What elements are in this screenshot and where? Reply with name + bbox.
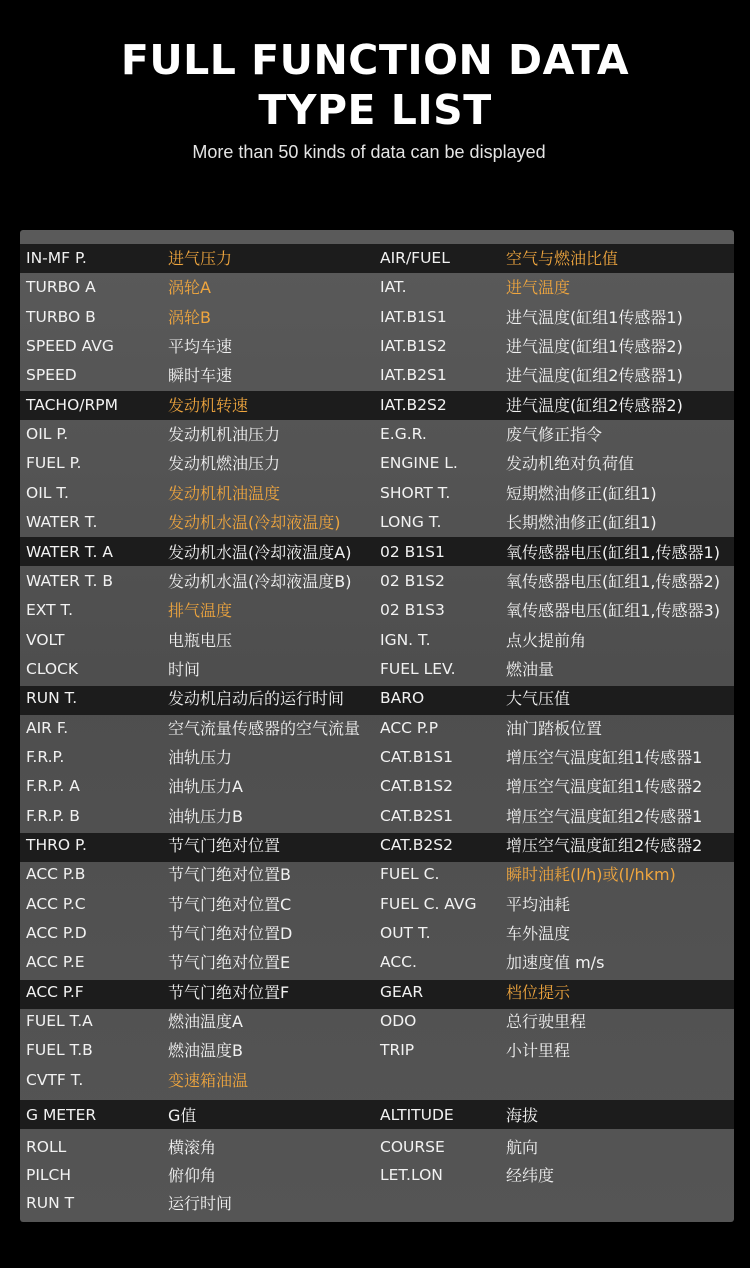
data-code: IAT.B1S2: [380, 337, 447, 355]
data-description: 燃油温度B: [168, 1041, 243, 1060]
data-description: 瞬时车速: [168, 366, 233, 385]
data-code: FUEL T.B: [26, 1041, 93, 1059]
data-description: 加速度值 m/s: [506, 953, 605, 972]
table-row: [20, 508, 734, 537]
data-description: 氧传感器电压(缸组1,传感器2): [506, 572, 720, 591]
data-description: 总行驶里程: [506, 1012, 587, 1031]
table-row: [20, 1036, 734, 1065]
data-description: G值: [168, 1106, 197, 1125]
data-description: 增压空气温度缸组2传感器2: [506, 836, 703, 855]
data-code: ACC P.C: [26, 895, 86, 913]
table-row: [20, 1066, 734, 1095]
data-description: 发动机水温(冷却液温度): [168, 513, 341, 532]
data-code: LET.LON: [380, 1166, 443, 1184]
table-row: [20, 273, 734, 302]
data-description: 涡轮B: [168, 308, 211, 327]
data-code: OUT T.: [380, 924, 431, 942]
data-code: OIL P.: [26, 425, 69, 443]
data-description: 氧传感器电压(缸组1,传感器1): [506, 543, 720, 562]
data-code: LONG T.: [380, 513, 442, 531]
data-code: TURBO A: [26, 278, 96, 296]
table-row: [20, 1101, 734, 1130]
data-code: CVTF T.: [26, 1071, 84, 1089]
data-code: SPEED: [26, 366, 77, 384]
data-code: GEAR: [380, 983, 424, 1001]
data-description: 废气修正指令: [506, 425, 603, 444]
data-description: 空气流量传感器的空气流量: [168, 719, 361, 738]
data-description: 进气温度: [506, 278, 571, 297]
data-code: FUEL T.A: [26, 1012, 93, 1030]
data-description: 进气温度(缸组2传感器2): [506, 396, 683, 415]
data-description: 空气与燃油比值: [506, 249, 619, 268]
table-row: [20, 919, 734, 948]
data-code: TURBO B: [26, 308, 96, 326]
data-description: 增压空气温度缸组2传感器1: [506, 807, 703, 826]
data-description: 瞬时油耗(l/h)或(l/hkm): [506, 865, 676, 884]
data-description: 发动机燃油压力: [168, 454, 281, 473]
data-code: ACC.: [380, 953, 417, 971]
data-description: 发动机启动后的运行时间: [168, 689, 345, 708]
data-description: 发动机机油压力: [168, 425, 281, 444]
data-description: 平均车速: [168, 337, 233, 356]
table-row: [20, 1007, 734, 1036]
data-code: TACHO/RPM: [26, 396, 118, 414]
data-description: 电瓶电压: [168, 631, 233, 650]
data-description: 油轨压力: [168, 748, 233, 767]
data-code: FUEL C.: [380, 865, 440, 883]
data-description: 油门踏板位置: [506, 719, 603, 738]
data-code: BARO: [380, 689, 425, 707]
table-row: [20, 743, 734, 772]
data-description: 节气门绝对位置B: [168, 865, 291, 884]
data-description: 氧传感器电压(缸组1,传感器3): [506, 601, 720, 620]
table-row: [20, 626, 734, 655]
table-row: [20, 890, 734, 919]
data-code: OIL T.: [26, 484, 69, 502]
data-code: E.G.R.: [380, 425, 427, 443]
data-code: 02 B1S2: [380, 572, 445, 590]
data-code: RUN T: [26, 1194, 75, 1212]
data-code: IN-MF P.: [26, 249, 87, 267]
header: [0, 0, 750, 230]
data-description: 节气门绝对位置: [168, 836, 281, 855]
data-description: 短期燃油修正(缸组1): [506, 484, 657, 503]
table-row: [20, 655, 734, 684]
data-description: 经纬度: [506, 1166, 555, 1185]
table-row: [20, 1189, 734, 1218]
data-description: 进气温度(缸组2传感器1): [506, 366, 683, 385]
data-description: 进气压力: [168, 249, 233, 268]
data-description: 发动机水温(冷却液温度A): [168, 543, 352, 562]
data-code: F.R.P. A: [26, 777, 80, 795]
data-description: 长期燃油修正(缸组1): [506, 513, 657, 532]
data-description: 节气门绝对位置C: [168, 895, 292, 914]
data-code: FUEL LEV.: [380, 660, 456, 678]
table-row: [20, 772, 734, 801]
table-row: [20, 420, 734, 449]
data-description: 发动机转速: [168, 396, 249, 415]
table-row: [20, 714, 734, 743]
table-row: [20, 361, 734, 390]
data-code: ACC P.F: [26, 983, 84, 1001]
table-row: [20, 538, 734, 567]
data-description: 增压空气温度缸组1传感器1: [506, 748, 703, 767]
data-code: CAT.B1S1: [380, 748, 453, 766]
data-code: CAT.B2S2: [380, 836, 453, 854]
data-description: 节气门绝对位置F: [168, 983, 290, 1002]
data-description: 发动机机油温度: [168, 484, 281, 503]
table-row: [20, 244, 734, 273]
data-description: 燃油量: [506, 660, 555, 679]
data-code: RUN T.: [26, 689, 78, 707]
data-description: 俯仰角: [168, 1166, 217, 1185]
data-code: ACC P.P: [380, 719, 439, 737]
data-description: 进气温度(缸组1传感器1): [506, 308, 683, 327]
table-row: [20, 802, 734, 831]
data-description: 档位提示: [506, 983, 571, 1002]
data-code: AIR F.: [26, 719, 69, 737]
data-code: IAT.: [380, 278, 407, 296]
data-code: ACC P.D: [26, 924, 87, 942]
table-row: [20, 1161, 734, 1190]
table-row: [20, 479, 734, 508]
data-code: 02 B1S3: [380, 601, 445, 619]
data-type-table: [20, 230, 734, 1222]
data-code: FUEL C. AVG: [380, 895, 477, 913]
data-code: IGN. T.: [380, 631, 431, 649]
data-code: 02 B1S1: [380, 543, 445, 561]
data-description: 大气压值: [506, 689, 571, 708]
data-description: 车外温度: [506, 924, 571, 943]
data-code: EXT T.: [26, 601, 74, 619]
table-row: [20, 332, 734, 361]
data-description: 增压空气温度缸组1传感器2: [506, 777, 703, 796]
data-code: IAT.B2S1: [380, 366, 447, 384]
data-code: WATER T. A: [26, 543, 113, 561]
data-code: TRIP: [380, 1041, 415, 1059]
data-code: ENGINE L.: [380, 454, 458, 472]
table-row: [20, 1133, 734, 1162]
data-code: WATER T.: [26, 513, 98, 531]
table-row: [20, 596, 734, 625]
table-row: [20, 860, 734, 889]
table-row: [20, 449, 734, 478]
data-code: ACC P.B: [26, 865, 86, 883]
data-code: PILCH: [26, 1166, 72, 1184]
table-row: [20, 978, 734, 1007]
data-description: 时间: [168, 660, 201, 679]
data-description: 运行时间: [168, 1194, 233, 1213]
data-description: 进气温度(缸组1传感器2): [506, 337, 683, 356]
table-row: [20, 831, 734, 860]
page-subtitle: More than 50 kinds of data can be displayed: [192, 142, 546, 162]
data-code: ROLL: [26, 1138, 67, 1156]
data-description: 涡轮A: [168, 278, 211, 297]
data-code: CLOCK: [26, 660, 79, 678]
table-row: [20, 303, 734, 332]
table-row: [20, 684, 734, 713]
table-row: [20, 567, 734, 596]
data-description: 海拔: [506, 1106, 539, 1125]
data-code: SPEED AVG: [26, 337, 114, 355]
data-code: F.R.P.: [26, 748, 65, 766]
data-description: 发动机水温(冷却液温度B): [168, 572, 352, 591]
table-row: [20, 391, 734, 420]
data-description: 发动机绝对负荷值: [506, 454, 635, 473]
page-title-line2: TYPE LIST: [258, 86, 492, 134]
data-code: IAT.B2S2: [380, 396, 447, 414]
data-code: THRO P.: [26, 836, 87, 854]
data-code: COURSE: [380, 1138, 445, 1156]
data-code: G METER: [26, 1106, 97, 1124]
data-description: 点火提前角: [506, 631, 587, 650]
data-code: VOLT: [26, 631, 65, 649]
data-code: SHORT T.: [380, 484, 451, 502]
data-description: 排气温度: [168, 601, 233, 620]
data-code: CAT.B2S1: [380, 807, 453, 825]
data-description: 航向: [506, 1138, 539, 1157]
data-description: 平均油耗: [506, 895, 571, 914]
data-code: CAT.B1S2: [380, 777, 453, 795]
data-code: AIR/FUEL: [380, 249, 450, 267]
data-code: F.R.P. B: [26, 807, 80, 825]
data-code: WATER T. B: [26, 572, 113, 590]
data-description: 油轨压力A: [168, 777, 243, 796]
data-description: 节气门绝对位置D: [168, 924, 293, 943]
data-code: FUEL P.: [26, 454, 82, 472]
data-code: ODO: [380, 1012, 417, 1030]
page-title-line1: FULL FUNCTION DATA: [120, 36, 630, 84]
data-description: 节气门绝对位置E: [168, 953, 291, 972]
data-description: 变速箱油温: [168, 1071, 249, 1090]
data-description: 小计里程: [506, 1041, 571, 1060]
table-row: [20, 948, 734, 977]
data-description: 燃油温度A: [168, 1012, 243, 1031]
data-code: ALTITUDE: [380, 1106, 454, 1124]
data-description: 油轨压力B: [168, 807, 243, 826]
data-description: 横滚角: [168, 1138, 217, 1157]
data-code: IAT.B1S1: [380, 308, 447, 326]
data-code: ACC P.E: [26, 953, 85, 971]
